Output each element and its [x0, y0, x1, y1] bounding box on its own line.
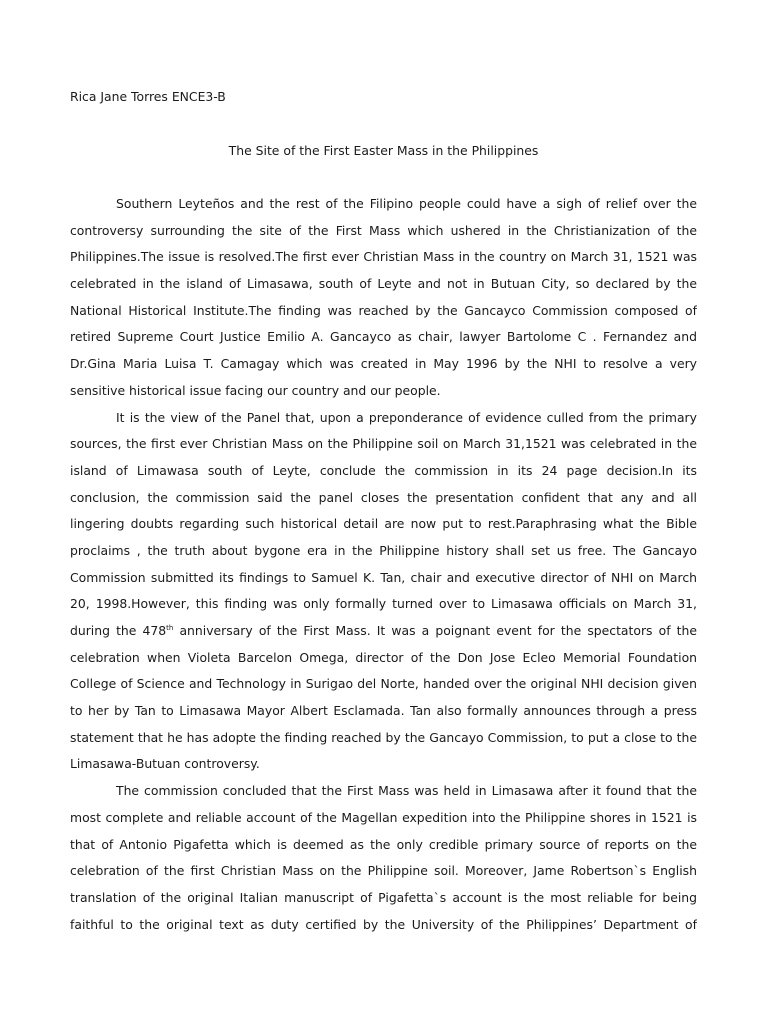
- text-line: sensitive historical issue facing our country and our people.: [70, 382, 441, 398]
- text-line: Limasawa-Butuan controversy.: [70, 756, 260, 772]
- text-line: [70, 621, 697, 648]
- text-line: It is the view of the Panel that, upon a preponderance of evidence culled from the primary: [116, 409, 697, 425]
- text-line: Commission submitted its findings to Samuel K. Tan, chair and executive director of NHI on March: [70, 569, 697, 585]
- ordinal-superscript: th: [166, 623, 174, 632]
- text-line: retired Supreme Court Justice Emilio A. Gancayco as chair, lawyer Bartolome C . Fernandez and: [70, 329, 697, 345]
- text-line: lingering doubts regarding such historical detail are now put to rest.Paraphrasing what the Bible: [70, 516, 697, 532]
- text-line: sources, the first ever Christian Mass on the Philippine soil on March 31,1521 was celebrated in the: [70, 436, 697, 452]
- text-line: Philippines.The issue is resolved.The first ever Christian Mass in the country on March 31, 1521 was: [70, 249, 697, 265]
- text-line: College of Science and Technology in Surigao del Norte, handed over the original NHI decision given: [70, 676, 697, 692]
- text-segment: anniversary of the First Mass. It was a poignant event for the spectators of the: [173, 623, 697, 638]
- text-line: island of Limawasa south of Leyte, conclude the commission in its 24 page decision.In its: [70, 462, 697, 478]
- text-line: proclaims , the truth about bygone era in the Philippine history shall set us free. The Gancayo: [70, 542, 697, 558]
- document-title: The Site of the First Easter Mass in the Philippines: [228, 143, 539, 158]
- text-line: Southern Leyteños and the rest of the Filipino people could have a sigh of relief over the: [116, 196, 697, 211]
- text-line: statement that he has adopte the finding reached by the Gancayo Commission, to put a close to the: [70, 729, 697, 745]
- text-line: Dr.Gina Maria Luisa T. Camagay which was created in May 1996 by the NHI to resolve a very: [70, 356, 697, 372]
- text-line: 20, 1998.However, this finding was only formally turned over to Limasawa officials on March 31,: [70, 596, 697, 612]
- text-segment: during the 478: [70, 623, 167, 638]
- text-line: celebrated in the island of Limasawa, south of Leyte and not in Butuan City, so declared by the: [70, 276, 697, 292]
- text-line: National Historical Institute.The finding was reached by the Gancayco Commission composed of: [70, 302, 697, 318]
- text-line: conclusion, the commission said the panel closes the presentation confident that any and all: [70, 489, 697, 505]
- text-line: faithful to the original text as duty certified by the University of the Philippines’ Department of: [70, 916, 697, 932]
- text-line: celebration of the first Christian Mass on the Philippine soil. Moreover, Jame Robertson`s English: [70, 863, 697, 879]
- text-line: The commission concluded that the First Mass was held in Limasawa after it found that the: [116, 783, 697, 799]
- text-line: to her by Tan to Limasawa Mayor Albert Esclamada. Tan also formally announces through a press: [70, 703, 697, 719]
- document-page: [70, 0, 697, 1024]
- text-line: most complete and reliable account of the Magellan expedition into the Philippine shores in 1521 is: [70, 809, 697, 825]
- text-line: that of Antonio Pigafetta which is deemed as the only credible primary source of reports on the: [70, 836, 697, 852]
- author-line: Rica Jane Torres ENCE3-B: [70, 89, 226, 104]
- document-body: [70, 194, 697, 941]
- text-line: translation of the original Italian manuscript of Pigafetta`s account is the most reliable for being: [70, 889, 697, 905]
- text-line: controversy surrounding the site of the First Mass which ushered in the Christianization of the: [70, 222, 697, 238]
- text-line: celebration when Violeta Barcelon Omega, director of the Don Jose Ecleo Memorial Foundation: [70, 649, 697, 665]
